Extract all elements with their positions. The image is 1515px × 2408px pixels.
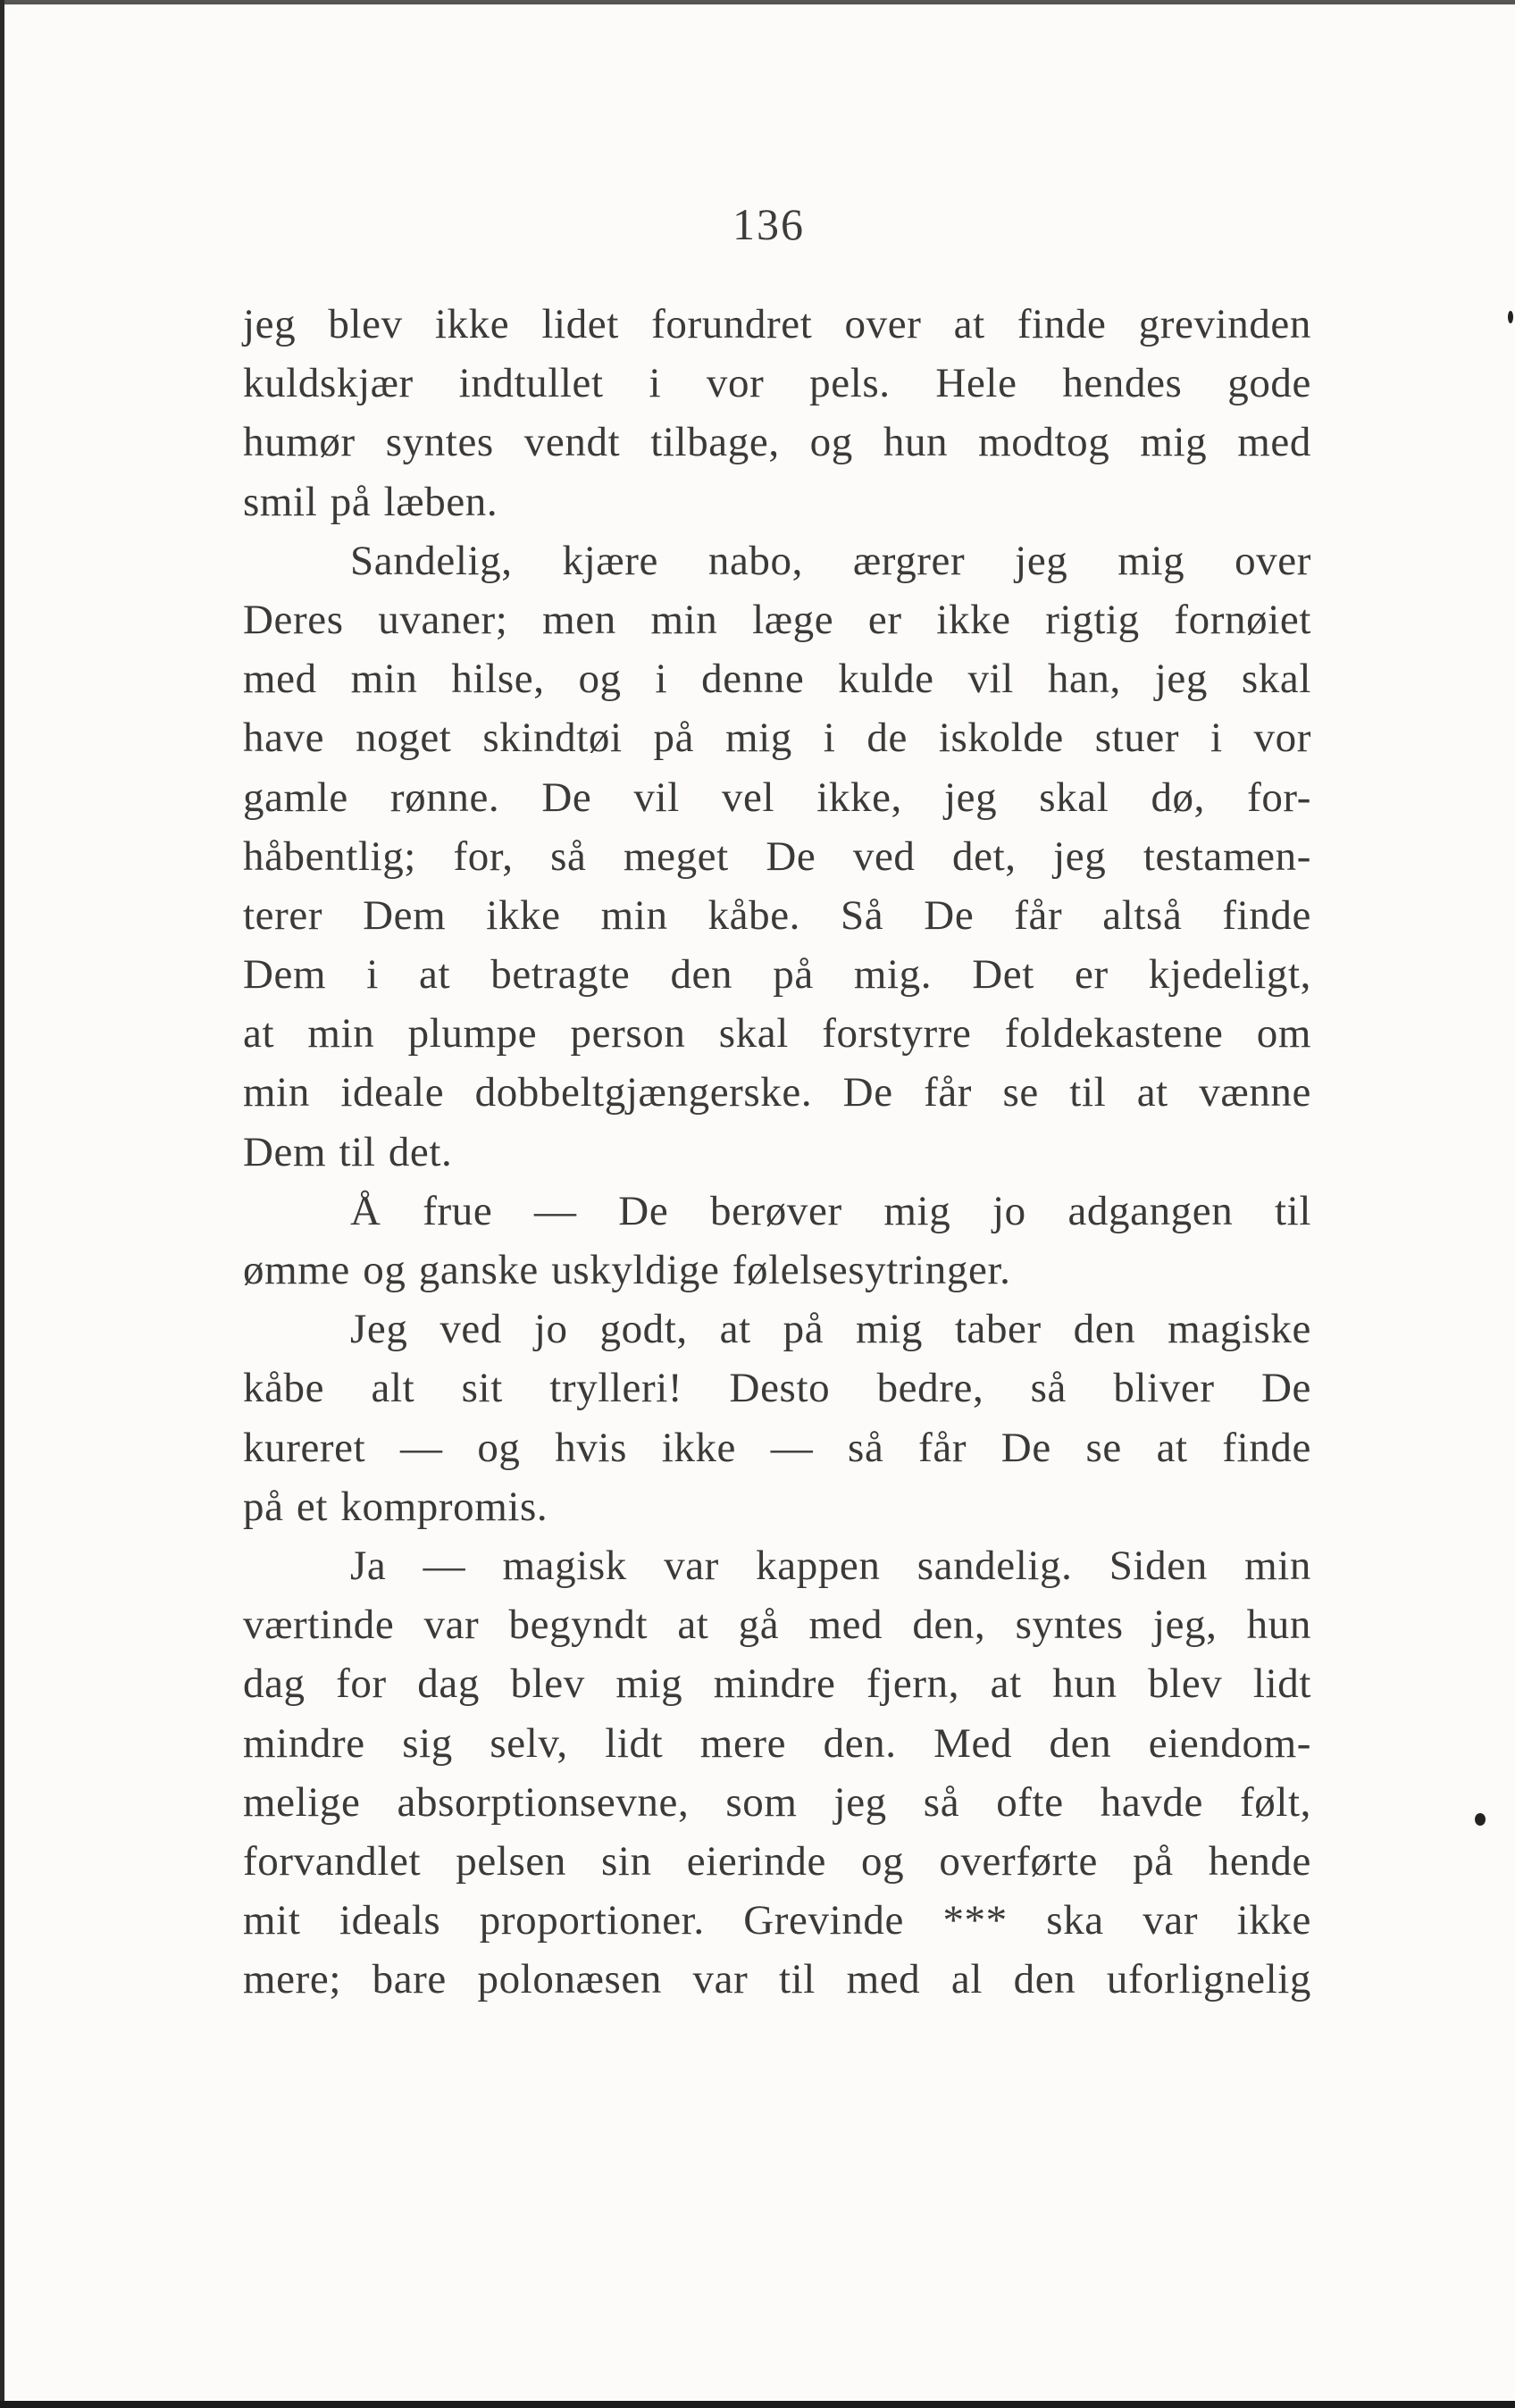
text-line: melige absorptionsevne, som jeg så ofte havde følt, [243, 1778, 1311, 1826]
text-line: på et kompromis. [243, 1483, 548, 1530]
text-line: mindre sig selv, lidt mere den. Med den eiendom- [243, 1719, 1311, 1767]
scan-edge-top [0, 0, 1515, 4]
text-line: Sandelig, kjære nabo, ærgrer jeg mig over [350, 537, 1311, 584]
text-line: gamle rønne. De vil vel ikke, jeg skal dø, for- [243, 773, 1311, 821]
text-line: mit ideals proportioner. Grevinde *** ska var ikke [243, 1897, 1311, 1944]
text-line: have noget skindtøi på mig i de iskolde stuer i vor [243, 715, 1311, 762]
text-line: kåbe alt sit trylleri! Desto bedre, så bliver De [243, 1365, 1311, 1412]
text-line: Dem i at betragte den på mig. Det er kjedeligt, [243, 951, 1311, 999]
text-line: dag for dag blev mig mindre fjern, at hun blev lidt [243, 1660, 1311, 1708]
text-line: Ja — magisk var kappen sandelig. Siden min [350, 1542, 1311, 1589]
body-text [243, 295, 1311, 2009]
scan-edge-bottom [0, 2401, 1515, 2408]
text-line: jeg blev ikke lidet forundret over at finde grevinden [243, 301, 1311, 347]
text-line: med min hilse, og i denne kulde vil han, jeg skal [243, 656, 1311, 703]
text-line: Å frue — De berøver mig jo adgangen til [350, 1187, 1311, 1234]
text-line: smil på læben. [243, 478, 498, 525]
ink-spot [1475, 1813, 1486, 1826]
text-line: ømme og ganske uskyldige følelsesytringer. [243, 1247, 1011, 1293]
text-line: forvandlet pelsen sin eierinde og overførte på hende [243, 1837, 1311, 1885]
text-line: Deres uvaner; men min læge er ikke rigtig fornøiet [243, 596, 1311, 643]
text-line: Dem til det. [243, 1128, 453, 1175]
text-line: kureret — og hvis ikke — så får De se at finde [243, 1424, 1311, 1471]
ink-spot [1508, 311, 1513, 323]
text-line: Jeg ved jo godt, at på mig taber den magiske [350, 1306, 1311, 1353]
text-line: værtinde var begyndt at gå med den, syntes jeg, hun [243, 1601, 1311, 1649]
text-line: håbentlig; for, så meget De ved det, jeg testamen- [243, 832, 1311, 880]
text-line: min ideale dobbeltgjængerske. De får se til at vænne [243, 1069, 1311, 1116]
text-line: humør syntes vendt tilbage, og hun modtog mig med [243, 419, 1311, 466]
text-line: terer Dem ikke min kåbe. Så De får altså finde [243, 891, 1311, 939]
text-line: at min plumpe person skal forstyrre foldekastene om [243, 1010, 1311, 1058]
page-number: 136 [732, 199, 805, 249]
text-line: mere; bare polonæsen var til med al den uforlignelig [243, 1956, 1311, 2003]
scan-edge-left [0, 0, 4, 2408]
text-line: kuldskjær indtullet i vor pels. Hele hendes gode [243, 360, 1311, 407]
